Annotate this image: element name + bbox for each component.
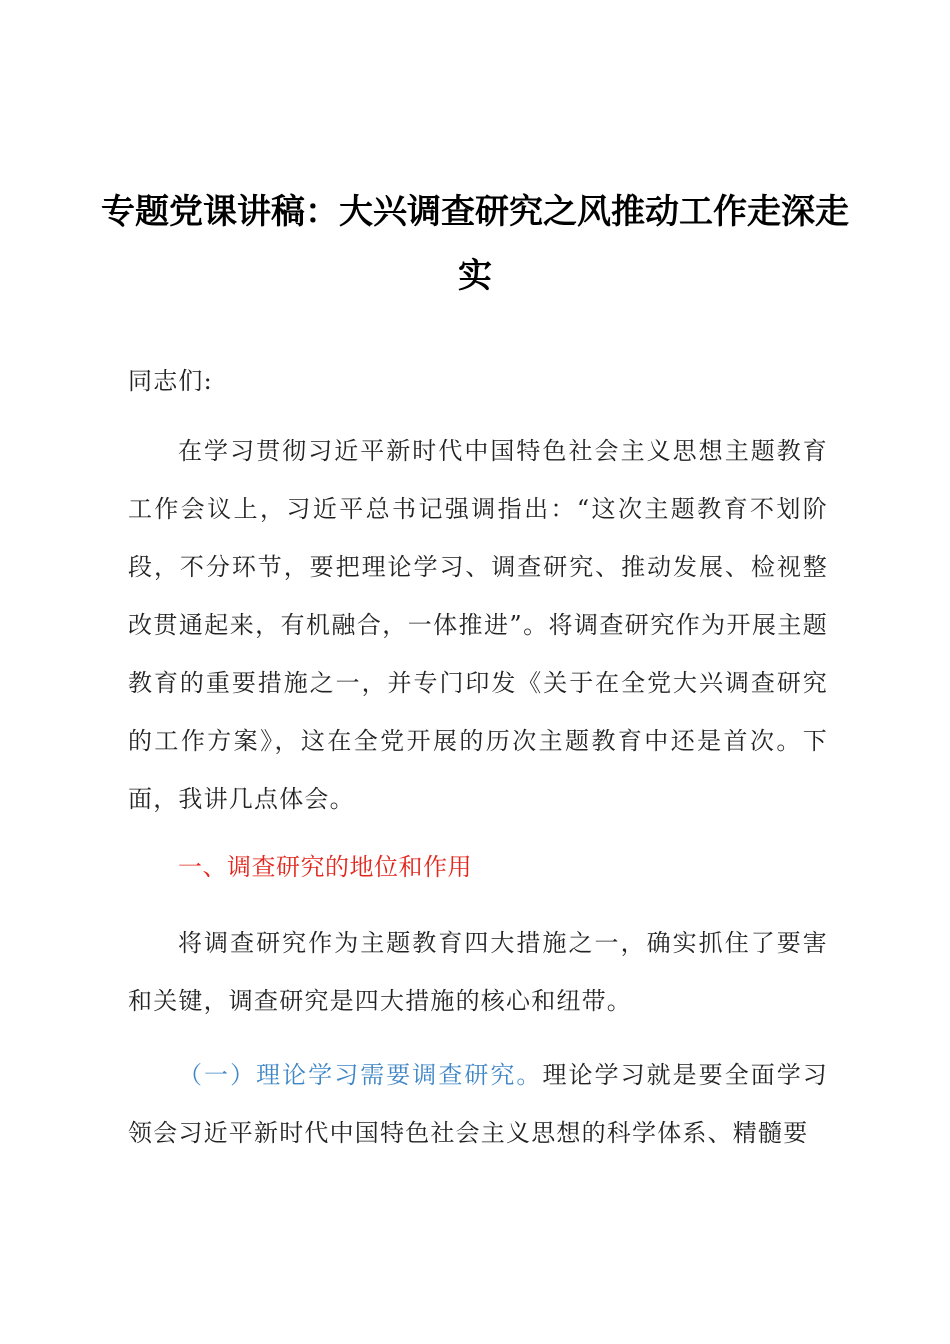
paragraph-intro: 在学习贯彻习近平新时代中国特色社会主义思想主题教育工作会议上，习近平总书记强调指出：“这次主题教育不划阶段，不分环节，要把理论学习、调查研究、推动发展、检视整改贯通起来，有机融合，一体推进”。将调查研究作为开展主题教育的重要措施之一，并专门印发《关于在全党大兴调查研究的工作方案》，这在全党开展的历次主题教育中还是首次。下面，我讲几点体会。: [128, 437, 828, 813]
salutation: 同志们:: [128, 367, 213, 395]
subsection-heading-1: （一）理论学习需要调查研究。: [178, 1061, 543, 1089]
paragraph-section-1: 将调查研究作为主题教育四大措施之一，确实抓住了要害和关键，调查研究是四大措施的核心和纽带。: [128, 929, 828, 1015]
section-heading-1: 一、调查研究的地位和作用: [178, 853, 472, 881]
document-title: 专题党课讲稿：大兴调查研究之风推动工作走深走实: [101, 192, 849, 296]
paragraph-subsection-1: [128, 1046, 828, 1162]
subsection-body-1: 理论学习就是要全面学习领会习近平新时代中国特色社会主义思想的科学体系、精髓要: [128, 1061, 828, 1147]
